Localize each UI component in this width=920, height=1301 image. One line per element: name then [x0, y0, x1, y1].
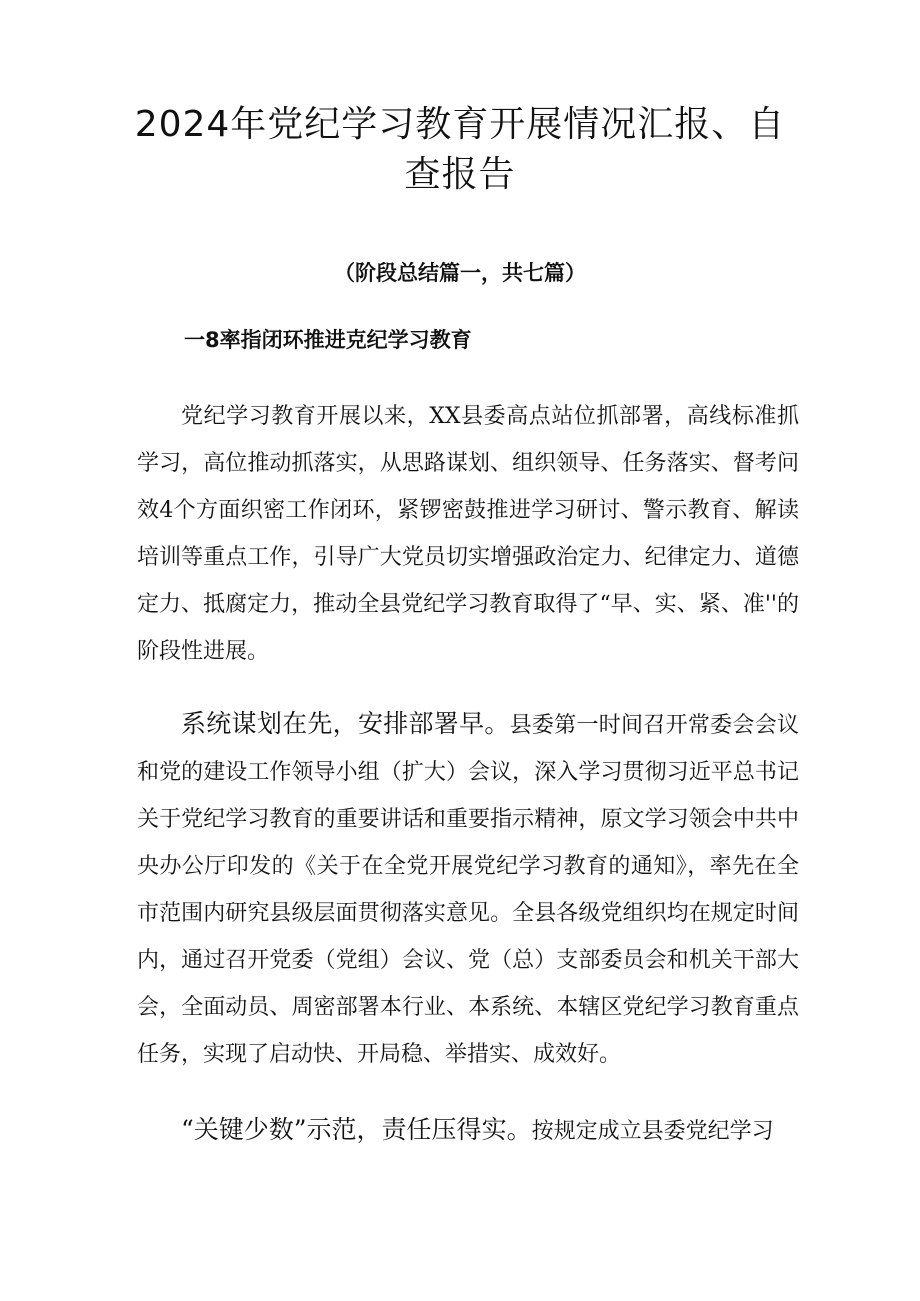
paragraph-3 — [137, 1106, 799, 1155]
document-title: 2024年党纪学习教育开展情况汇报、自查报告 — [134, 104, 786, 195]
paragraph-1-text: 党纪学习教育开展以来，XX县委高点站位抓部署，高线标准抓学习，高位推动抓落实，从思路谋划、组织领导、任务落实、督考问效4个方面织密工作闭环，紧锣密鼓推进学习研讨、警示教育、解读培训等重点工作，引导广大党员切实增强政治定力、纪律定力、道德定力、抵腐定力，推动全县党纪学习教育取得了“早、实、紧、准''的阶段性进展。 — [137, 404, 799, 664]
paragraph-3-text: 按规定成立县委党纪学习 — [531, 1119, 774, 1144]
document-subtitle: （阶段总结篇一，共七篇） — [334, 261, 586, 285]
paragraph-3-lead: “关键少数”示范，责任压得实。 — [181, 1115, 532, 1144]
paragraph-2-text: 县委第一时间召开常委会会议和党的建设工作领导小组（扩大）会议，深入学习贯彻习近平总书记关于党纪学习教育的重要讲话和重要指示精神，原文学习领会中共中央办公厅印发的《关于在全党开展党纪学习教育的通知》，率先在全市范围内研究县级层面贯彻落实意见。全县各级党组织均在规定时间内，通过召开党委（党组）会议、党（总）支部委员会和机关干部大会，全面动员、周密部署本行业、本系统、本辖区党纪学习教育重点任务，实现了启动快、开局稳、举措实、成效好。 — [137, 713, 799, 1067]
section-heading: 一8率指闭环推进克纪学习教育 — [184, 328, 472, 352]
paragraph-1 — [137, 393, 799, 675]
paragraph-2 — [137, 700, 799, 1078]
paragraph-2-lead: 系统谋划在先，安排部署早。 — [181, 709, 510, 738]
